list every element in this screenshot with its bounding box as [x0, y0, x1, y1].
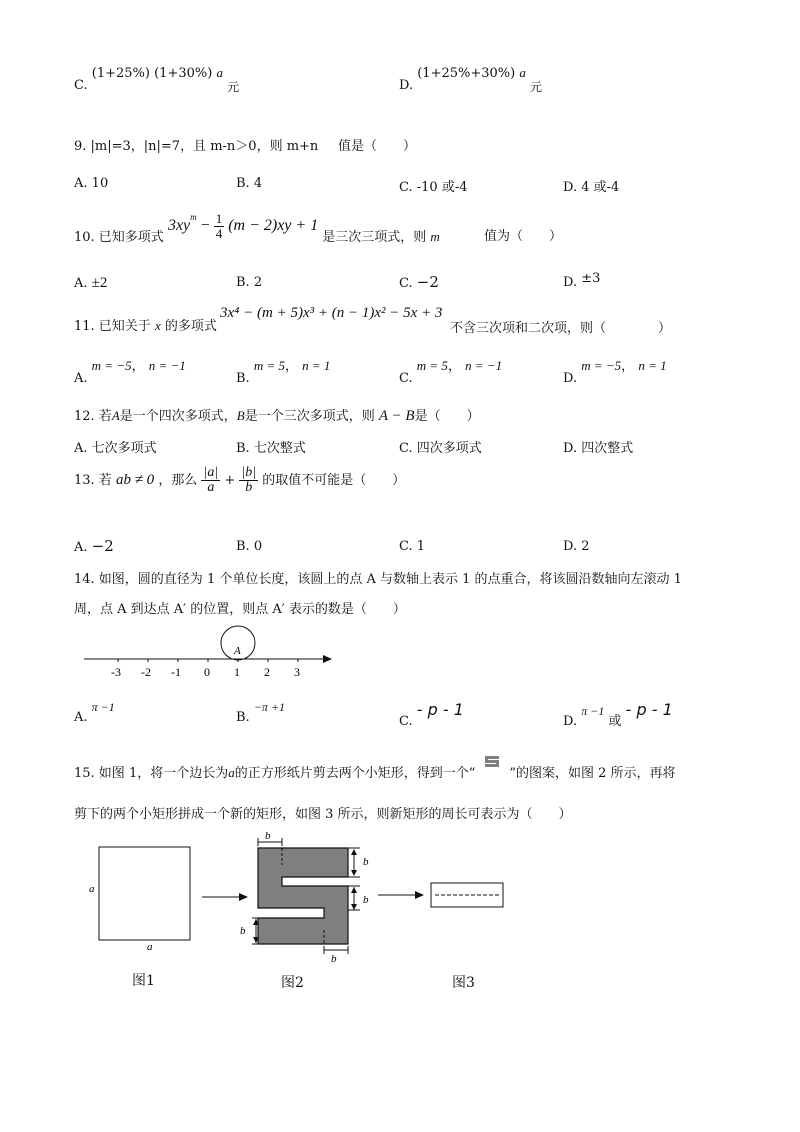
frac-den: 4 [215, 226, 223, 241]
option-m: m = 5 [253, 358, 285, 373]
option-letter: C. [399, 714, 413, 729]
q11-suffix: 不含三次项和二次项，则（ ） [450, 321, 672, 336]
option-or: 或 [608, 714, 622, 729]
q8-d-unit: 元 [530, 80, 543, 94]
number-line-ticks [111, 659, 300, 679]
q13-option-a[interactable] [74, 537, 114, 555]
label-b-right1: b [363, 856, 369, 868]
q12-option-a[interactable] [74, 437, 157, 456]
label-b-bottom: b [331, 953, 337, 965]
option-text: 1 [416, 539, 426, 554]
frac-num: |a| [203, 465, 219, 480]
option-text: −π +1 [253, 700, 286, 714]
q14-stem-line2: 周，点 A 到达点 A′ 的位置，则点 A′ 表示的数是（ ） [74, 602, 406, 617]
q14-stem-line1: 14. 如图，圆的直径为 1 个单位长度，该圆上的点 A 与数轴上表示 1 的点重合，将该圆沿数轴向左滚动 1 [74, 572, 682, 587]
q8-option-c[interactable] [74, 64, 240, 94]
option-letter: C. [399, 371, 413, 386]
q14-option-c[interactable] [399, 700, 464, 729]
q10-prefix: 10. 已知多项式 [74, 230, 164, 246]
q14-option-a[interactable] [74, 700, 115, 725]
option-letter: D. [563, 714, 578, 729]
q8-c-expr: (1+25%) (1+30%) [91, 66, 213, 81]
q13-stem-c: 的取值不可能是（ ） [262, 473, 406, 488]
option-letter: A. [74, 710, 88, 725]
q15-figure-2 [232, 830, 382, 965]
q13-stem-a: 13. 若 [74, 473, 112, 488]
label-b-right2: b [363, 894, 369, 906]
q15-stem-line1 [74, 762, 676, 781]
q12-stem-c: 是一个三次多项式，则 [244, 409, 375, 424]
option-letter: B. [236, 275, 250, 290]
option-letter: B. [236, 176, 250, 191]
q10-fraction [214, 212, 225, 241]
q10-var: m [430, 229, 440, 245]
q8-d-var: a [519, 65, 526, 80]
option-letter: C. [399, 276, 413, 291]
q11-expr: 3x⁴ − (m + 5)x³ + (n − 1)x² − 5x + 3 [220, 305, 443, 321]
option-text: ±2 [91, 275, 108, 291]
q10-option-b[interactable] [236, 275, 262, 290]
option-letter: C. [399, 180, 413, 195]
option-letter: A. [74, 540, 88, 555]
q9-stem [74, 135, 318, 154]
frac-den: b [245, 480, 253, 495]
q12-expr: A − B [378, 408, 415, 424]
option-n: n = 1 [638, 358, 667, 373]
arrow-up-icon [351, 849, 357, 855]
option-letter: D. [563, 180, 578, 195]
q12-var-b: B [236, 408, 245, 423]
q13-option-d[interactable] [563, 539, 590, 554]
option-letter: A. [74, 371, 88, 386]
option-m: m = 5 [416, 358, 448, 373]
option-letter: C. [399, 539, 413, 554]
q11-prefix: 11. 已知关于 [74, 319, 151, 334]
frac-num: |b| [241, 465, 257, 480]
option-m: m = −5 [581, 358, 622, 373]
q13-option-b[interactable] [236, 539, 262, 554]
label-b-top: b [265, 830, 271, 842]
q10-expr-sup: m [190, 211, 197, 222]
arrow-down-icon [351, 870, 357, 876]
q11-option-a[interactable]: A. m = −5， n = −1 [74, 358, 186, 386]
q11-prefix2: 的多项式 [164, 319, 217, 334]
q12-stem-d: 是（ ） [414, 409, 480, 424]
option-n: n = −1 [465, 358, 503, 373]
option-letter: D. [563, 371, 578, 386]
tick-label: 2 [264, 665, 270, 679]
bottom-label-a: a [147, 941, 153, 953]
s-shape-icon [485, 756, 499, 767]
option-text: −2 [91, 537, 114, 555]
q10-expr-b: (m − 2)xy + 1 [228, 217, 319, 235]
q13-plus: + [224, 473, 236, 488]
q11-option-d[interactable]: D. m = −5， n = 1 [563, 358, 667, 386]
option-text: 七次整式 [253, 441, 306, 456]
option-text: 0 [253, 539, 263, 554]
option-letter: A. [74, 176, 88, 191]
option-text: 2 [253, 275, 263, 290]
point-a-label: A [234, 645, 241, 657]
option-text: 四次多项式 [416, 441, 482, 456]
option-text: π −1 [581, 704, 605, 718]
q10-option-d[interactable] [563, 271, 601, 290]
q10-option-c[interactable] [399, 273, 439, 291]
q10-suffix: 值为（ ） [484, 229, 563, 244]
frac-den: a [207, 480, 215, 495]
arrow-right-icon [323, 655, 332, 663]
option-letter: D. [563, 275, 578, 290]
q8-c-var: a [216, 65, 223, 80]
figure-1-caption: 图1 [132, 973, 155, 989]
option-text2: - p - 1 [625, 700, 673, 719]
option-letter: C. [74, 78, 88, 93]
q8-d-expr: (1+25%+30%) [417, 66, 516, 81]
square [99, 847, 190, 940]
q8-c-unit: 元 [227, 80, 240, 94]
option-n: n = −1 [148, 358, 186, 373]
option-text: 四次整式 [581, 441, 634, 456]
q13-fraction-a [201, 466, 220, 495]
s-shape [258, 848, 348, 944]
arrow-down-icon [351, 904, 357, 910]
frac-num: 1 [215, 211, 223, 226]
option-text: 4 [253, 176, 263, 191]
q13-option-c[interactable] [399, 539, 425, 554]
option-letter: D. [563, 441, 578, 456]
q12-stem-b: 是一个四次多项式， [119, 409, 237, 424]
q13-stem [74, 466, 405, 495]
q10-stem [74, 211, 440, 246]
q11-var: x [154, 318, 161, 333]
option-text: -10 或-4 [416, 180, 468, 195]
q14-option-b[interactable] [236, 700, 286, 725]
q11-option-c[interactable]: C. m = 5， n = −1 [399, 358, 503, 386]
option-letter: D. [399, 78, 414, 93]
option-letter: A. [74, 441, 88, 456]
q13-stem-b: ，那么 [158, 473, 198, 488]
option-n: n = 1 [302, 358, 331, 373]
arrow-right-icon [376, 888, 426, 902]
q11-option-b[interactable]: B. m = 5， n = 1 [236, 358, 331, 386]
option-letter: C. [399, 441, 413, 456]
q9-option-d[interactable] [563, 176, 619, 195]
option-text: - p - 1 [416, 700, 464, 719]
q9-stem-tail: 值是（ ） [338, 139, 417, 154]
side-label-a: a [89, 883, 95, 895]
q15-figure-1 [86, 840, 196, 990]
q15-var: a [228, 765, 235, 780]
tick-label: -1 [171, 665, 181, 679]
q10-option-a[interactable] [74, 275, 107, 292]
q12-var-a: A [111, 408, 120, 423]
option-letter: D. [563, 539, 578, 554]
q10-middle: 是三次三项式，则 [322, 230, 427, 246]
q15-line1-a: 15. 如图 1，将一个边长为 [74, 766, 229, 781]
q12-option-d[interactable] [563, 437, 633, 456]
option-text: 4 或-4 [581, 180, 620, 195]
q15-line1-c: ”的图案，如图 2 所示，再将 [509, 766, 676, 781]
q9-option-b[interactable] [236, 176, 262, 191]
q12-option-c[interactable] [399, 437, 482, 456]
q9-option-a[interactable] [74, 176, 108, 191]
option-letter: B. [236, 441, 250, 456]
tick-label: 3 [294, 665, 300, 679]
q12-stem [74, 405, 480, 425]
tick-label: 0 [204, 665, 210, 679]
q8-option-d[interactable] [399, 64, 543, 94]
figure-2-caption: 图2 [281, 975, 304, 991]
arrow-up-icon [351, 887, 357, 893]
tick-label: -2 [141, 665, 151, 679]
q12-option-b[interactable] [236, 437, 306, 456]
q13-fraction-b [239, 466, 258, 495]
option-text: −2 [416, 273, 439, 291]
q15-line1-b: 的正方形纸片剪去两个小矩形，得到一个“ [234, 766, 476, 781]
q14-number-line-figure [80, 622, 340, 682]
q13-cond: ab ≠ 0 [115, 472, 155, 488]
label-b-left: b [240, 925, 246, 937]
option-letter: A. [74, 276, 88, 291]
option-text: ±3 [581, 271, 601, 286]
q9-stem-text: 9. |m|=3，|n|=7，且 m-n＞0，则 m+n [74, 139, 319, 154]
option-text: 10 [91, 176, 109, 191]
q9-option-c[interactable] [399, 176, 468, 195]
q15-figure-3 [428, 880, 508, 910]
q15-stem-line2: 剪下的两个小矩形拼成一个新的矩形，如图 3 所示，则新矩形的周长可表示为（ ） [74, 807, 572, 822]
q14-option-d[interactable] [563, 700, 673, 729]
tick-label: 1 [234, 665, 240, 679]
q12-stem-a: 12. 若 [74, 409, 112, 424]
q11-stem [74, 315, 217, 334]
tick-label: -3 [111, 665, 121, 679]
q10-expr-a: 3xy [167, 217, 191, 235]
figure-3-caption: 图3 [452, 975, 475, 991]
option-text: π −1 [91, 700, 115, 714]
option-letter: B. [236, 371, 250, 386]
option-text: 七次多项式 [91, 441, 157, 456]
q10-expr: $3xy^m$ − $\frac{1}{4}$ (m − 2)xy + 1 [167, 211, 319, 241]
option-text: 2 [581, 539, 590, 554]
option-m: m = −5 [91, 358, 132, 373]
option-letter: B. [236, 710, 250, 725]
option-letter: B. [236, 539, 250, 554]
